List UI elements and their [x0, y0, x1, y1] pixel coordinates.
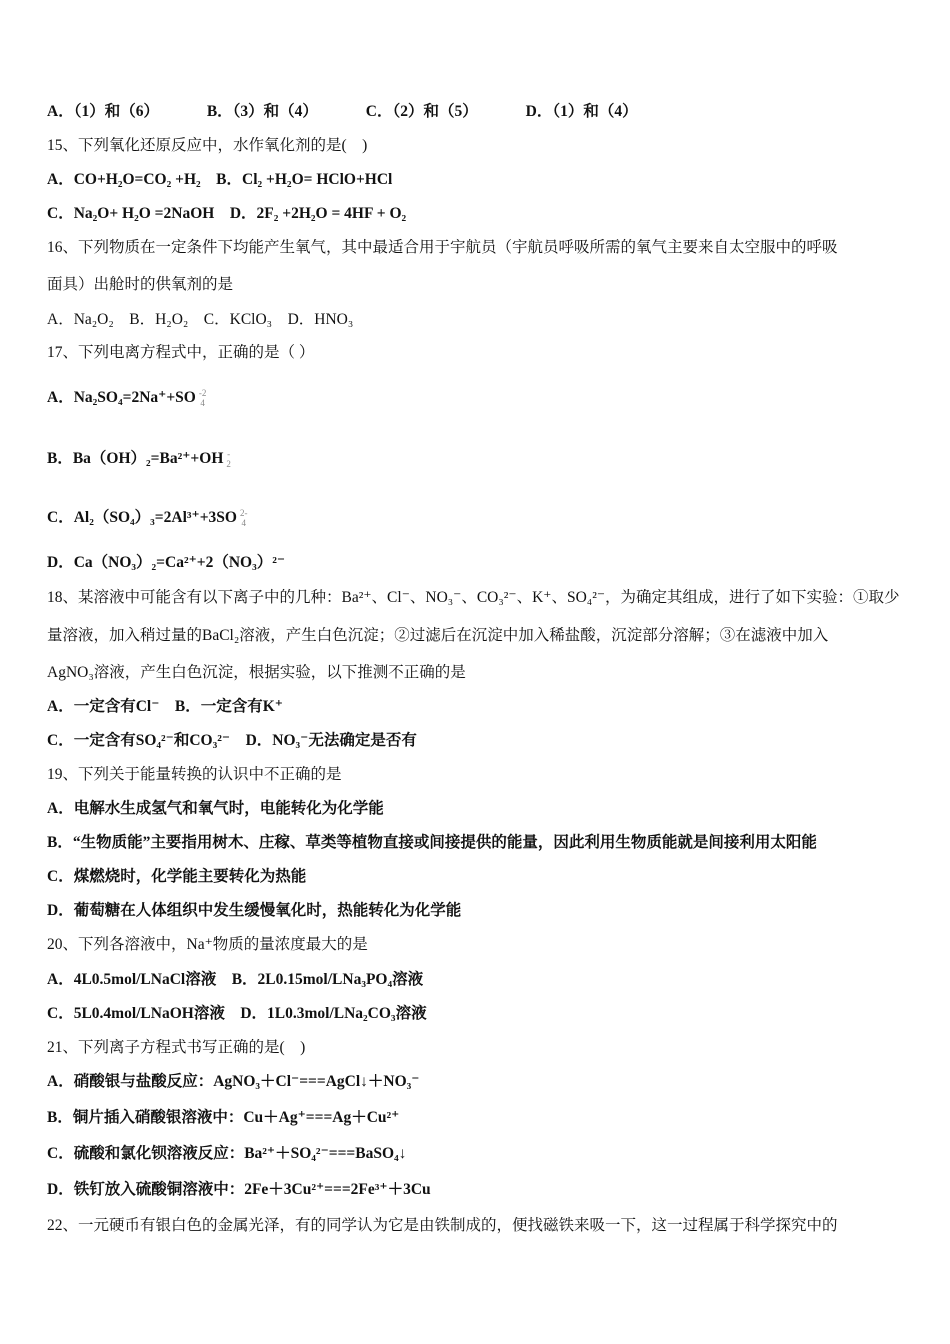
q17-stem: 17、下列电离方程式中，正确的是（ ） — [47, 344, 315, 361]
q14-options — [47, 102, 638, 122]
q21-stem: 21、下列离子方程式书写正确的是( ) — [47, 1039, 306, 1056]
q17-b-sup: - — [227, 449, 231, 459]
q15-options-1: A．CO+H₂O=CO₂ +H₂ B．Cl₂ +H₂O= HClO+HCl — [47, 171, 393, 188]
q18-options-1: A．一定含有Cl⁻ B．一定含有K⁺ — [47, 698, 283, 715]
q15-stem: 15、下列氧化还原反应中，水作氧化剂的是( ) — [47, 137, 368, 154]
q17-a-sup: -2 — [198, 388, 207, 398]
q17-c-text: C．Al₂（SO₄）₃=2Al³⁺+3SO — [47, 509, 237, 526]
q21-option-b: B．铜片插入硝酸银溶液中：Cu＋Ag⁺===Ag＋Cu²⁺ — [47, 1109, 400, 1126]
q19-option-c: C．煤燃烧时，化学能主要转化为热能 — [47, 868, 307, 885]
q17-option-c — [47, 508, 247, 528]
q19-option-b: B．“生物质能”主要指用树木、庄稼、草类等植物直接或间接提供的能量，因此利用生物质能就是间接利用太阳能 — [47, 834, 817, 851]
q16-stem-1: 16、下列物质在一定条件下均能产生氧气，其中最适合用于宇航员（宇航员呼吸所需的氧气主要来自太空服中的呼吸 — [47, 239, 838, 256]
q17-c-sup: 2- — [239, 508, 248, 518]
q18-stem-1: 18、某溶液中可能含有以下离子中的几种：Ba²⁺、Cl⁻、NO₃⁻、CO₃²⁻、K⁺、SO₄²⁻，为确定其组成，进行了如下实验：①取少 — [47, 589, 900, 606]
q19-option-a: A．电解水生成氢气和氧气时，电能转化为化学能 — [47, 800, 384, 817]
q20-options-1: A．4L0.5mol/LNaCl溶液 B．2L0.15mol/LNa₃PO₄溶液 — [47, 971, 424, 988]
q14-option-a: A．（1）和（6） — [47, 103, 159, 120]
q14-option-d: D．（1）和（4） — [525, 103, 638, 120]
q18-stem-2: 量溶液，加入稍过量的BaCl₂溶液，产生白色沉淀；②过滤后在沉淀中加入稀盐酸，沉淀部分溶解；③在滤液中加入 — [47, 627, 829, 644]
q17-option-a — [47, 388, 206, 408]
q17-option-b — [47, 449, 231, 469]
q17-a-text: A．Na₂SO₄=2Na⁺+SO — [47, 389, 196, 406]
q14-option-c: C．（2）和（5） — [365, 103, 478, 120]
q17-b-sub: 2 — [226, 459, 231, 469]
q20-stem: 20、下列各溶液中，Na⁺物质的量浓度最大的是 — [47, 936, 368, 953]
q19-stem: 19、下列关于能量转换的认识中不正确的是 — [47, 766, 342, 783]
q22-stem: 22、一元硬币有银白色的金属光泽，有的同学认为它是由铁制成的，便找磁铁来吸一下，这一过程属于科学探究中的 — [47, 1217, 838, 1234]
q21-option-a: A．硝酸银与盐酸反应：AgNO₃＋Cl⁻===AgCl↓＋NO₃⁻ — [47, 1073, 420, 1090]
q19-option-d: D．葡萄糖在人体组织中发生缓慢氧化时，热能转化为化学能 — [47, 902, 462, 919]
q17-a-sub: 4 — [200, 398, 205, 408]
q21-option-c: C．硫酸和氯化钡溶液反应：Ba²⁺＋SO₄²⁻===BaSO₄↓ — [47, 1145, 407, 1162]
q20-options-2: C．5L0.4mol/LNaOH溶液 D．1L0.3mol/LNa₂CO₃溶液 — [47, 1005, 427, 1022]
q17-option-d: D．Ca（NO₃）₂=Ca²⁺+2（NO₃）²⁻ — [47, 554, 286, 571]
q16-options: A．Na₂O₂ B．H₂O₂ C．KClO₃ D．HNO₃ — [47, 311, 354, 328]
q14-option-b: B．（3）和（4） — [206, 103, 318, 120]
q18-options-2: C．一定含有SO₄²⁻和CO₃²⁻ D．NO₃⁻无法确定是否有 — [47, 732, 417, 749]
q17-b-text: B．Ba（OH）₂=Ba²⁺+OH — [47, 450, 224, 467]
q21-option-d: D．铁钉放入硫酸铜溶液中：2Fe＋3Cu²⁺===2Fe³⁺＋3Cu — [47, 1181, 431, 1198]
q18-stem-3: AgNO₃溶液，产生白色沉淀，根据实验，以下推测不正确的是 — [47, 664, 466, 681]
q15-options-2: C．Na₂O+ H₂O =2NaOH D．2F₂ +2H₂O = 4HF + O₂ — [47, 205, 407, 222]
q17-c-sub: 4 — [241, 518, 246, 528]
q16-stem-2: 面具）出舱时的供氧剂的是 — [47, 276, 234, 293]
